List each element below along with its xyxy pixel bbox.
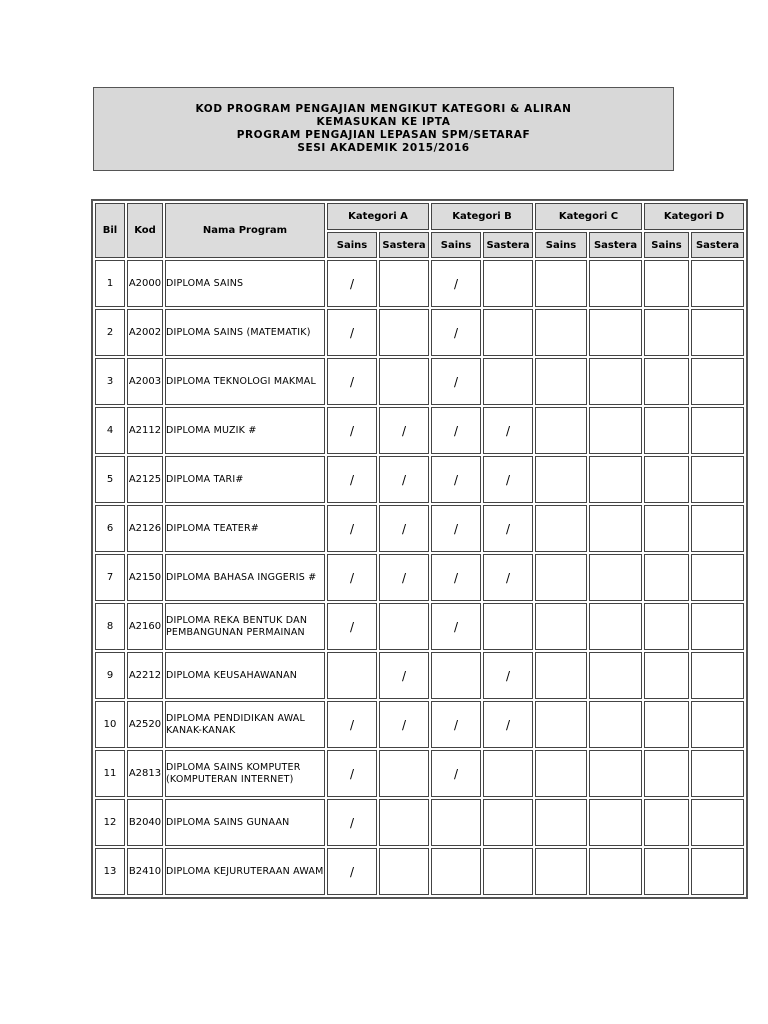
header-kategori-a: Kategori A [327, 203, 429, 230]
mark-b-sastera [483, 358, 533, 405]
mark-b-sastera: / [483, 407, 533, 454]
mark-c-sastera [589, 554, 642, 601]
table-row [95, 652, 744, 699]
row-bil: 5 [95, 456, 125, 503]
mark-b-sains [431, 848, 481, 895]
mark-d-sains [644, 260, 689, 307]
mark-a-sastera [379, 309, 429, 356]
mark-b-sastera: / [483, 652, 533, 699]
header-kategori-d: Kategori D [644, 203, 744, 230]
mark-b-sains: / [431, 505, 481, 552]
mark-c-sains [535, 554, 587, 601]
row-nama-program: DIPLOMA SAINS (MATEMATIK) [165, 309, 325, 356]
mark-c-sastera [589, 701, 642, 748]
table-row [95, 309, 744, 356]
row-nama-program: DIPLOMA SAINS GUNAAN [165, 799, 325, 846]
mark-b-sains: / [431, 260, 481, 307]
row-bil: 13 [95, 848, 125, 895]
table-body [95, 260, 744, 895]
header-bil: Bil [95, 203, 125, 258]
header-b-sastera: Sastera [483, 232, 533, 258]
row-nama-program: DIPLOMA SAINS KOMPUTER (KOMPUTERAN INTERNET) [165, 750, 325, 797]
mark-c-sains [535, 407, 587, 454]
mark-a-sastera [379, 603, 429, 650]
mark-a-sains: / [327, 456, 377, 503]
mark-a-sastera [379, 799, 429, 846]
row-nama-program: DIPLOMA TEATER# [165, 505, 325, 552]
mark-a-sains: / [327, 750, 377, 797]
row-bil: 7 [95, 554, 125, 601]
mark-a-sastera: / [379, 652, 429, 699]
row-bil: 4 [95, 407, 125, 454]
program-table [91, 199, 748, 899]
header-nama-program: Nama Program [165, 203, 325, 258]
mark-d-sastera [691, 505, 744, 552]
mark-a-sastera [379, 260, 429, 307]
mark-a-sains: / [327, 554, 377, 601]
table-row [95, 603, 744, 650]
table-row [95, 701, 744, 748]
mark-c-sains [535, 603, 587, 650]
mark-a-sastera [379, 750, 429, 797]
header-c-sains: Sains [535, 232, 587, 258]
mark-a-sastera: / [379, 554, 429, 601]
row-kod: B2410 [127, 848, 163, 895]
row-kod: A2520 [127, 701, 163, 748]
mark-a-sains: / [327, 701, 377, 748]
table-row [95, 505, 744, 552]
row-nama-program: DIPLOMA MUZIK # [165, 407, 325, 454]
mark-b-sastera [483, 309, 533, 356]
mark-c-sains [535, 309, 587, 356]
row-nama-program: DIPLOMA KEUSAHAWANAN [165, 652, 325, 699]
mark-b-sastera: / [483, 456, 533, 503]
row-bil: 1 [95, 260, 125, 307]
mark-a-sastera [379, 848, 429, 895]
mark-b-sastera: / [483, 701, 533, 748]
mark-b-sastera [483, 799, 533, 846]
mark-b-sastera: / [483, 554, 533, 601]
mark-a-sains: / [327, 260, 377, 307]
table-row [95, 407, 744, 454]
mark-c-sains [535, 848, 587, 895]
mark-b-sastera [483, 603, 533, 650]
mark-d-sastera [691, 309, 744, 356]
mark-c-sains [535, 456, 587, 503]
row-bil: 6 [95, 505, 125, 552]
title-line-2: KEMASUKAN KE IPTA [316, 116, 451, 128]
table-row [95, 750, 744, 797]
mark-c-sastera [589, 505, 642, 552]
row-kod: A2003 [127, 358, 163, 405]
mark-c-sains [535, 505, 587, 552]
mark-a-sains: / [327, 603, 377, 650]
mark-a-sastera: / [379, 407, 429, 454]
header-d-sastera: Sastera [691, 232, 744, 258]
mark-d-sains [644, 358, 689, 405]
row-kod: A2002 [127, 309, 163, 356]
mark-d-sains [644, 407, 689, 454]
mark-b-sains: / [431, 701, 481, 748]
row-kod: A2813 [127, 750, 163, 797]
row-nama-program: DIPLOMA BAHASA INGGERIS # [165, 554, 325, 601]
row-kod: A2150 [127, 554, 163, 601]
mark-a-sains: / [327, 505, 377, 552]
row-bil: 2 [95, 309, 125, 356]
header-a-sastera: Sastera [379, 232, 429, 258]
mark-a-sains: / [327, 848, 377, 895]
row-bil: 11 [95, 750, 125, 797]
mark-d-sains [644, 701, 689, 748]
mark-c-sastera [589, 407, 642, 454]
row-nama-program: DIPLOMA PENDIDIKAN AWAL KANAK-KANAK [165, 701, 325, 748]
mark-b-sains: / [431, 358, 481, 405]
mark-b-sastera: / [483, 505, 533, 552]
title-line-4: SESI AKADEMIK 2015/2016 [297, 142, 470, 154]
mark-d-sastera [691, 260, 744, 307]
mark-d-sains [644, 848, 689, 895]
row-nama-program: DIPLOMA TEKNOLOGI MAKMAL [165, 358, 325, 405]
mark-b-sastera [483, 848, 533, 895]
header-kategori-c: Kategori C [535, 203, 642, 230]
row-kod: A2000 [127, 260, 163, 307]
mark-b-sains: / [431, 554, 481, 601]
table-row [95, 260, 744, 307]
row-nama-program: DIPLOMA SAINS [165, 260, 325, 307]
row-bil: 9 [95, 652, 125, 699]
row-bil: 3 [95, 358, 125, 405]
title-line-1: KOD PROGRAM PENGAJIAN MENGIKUT KATEGORI & ALIRAN [195, 103, 572, 115]
mark-c-sastera [589, 309, 642, 356]
mark-b-sains [431, 652, 481, 699]
mark-d-sastera [691, 407, 744, 454]
header-d-sains: Sains [644, 232, 689, 258]
mark-a-sains: / [327, 407, 377, 454]
mark-b-sastera [483, 750, 533, 797]
header-c-sastera: Sastera [589, 232, 642, 258]
table-row [95, 456, 744, 503]
mark-d-sastera [691, 750, 744, 797]
table-row [95, 799, 744, 846]
mark-d-sastera [691, 603, 744, 650]
header-kategori-b: Kategori B [431, 203, 533, 230]
mark-d-sains [644, 505, 689, 552]
title-line-3: PROGRAM PENGAJIAN LEPASAN SPM/SETARAF [236, 129, 531, 141]
row-bil: 8 [95, 603, 125, 650]
table-row [95, 848, 744, 895]
mark-c-sains [535, 260, 587, 307]
mark-c-sastera [589, 358, 642, 405]
mark-c-sastera [589, 848, 642, 895]
mark-a-sains: / [327, 799, 377, 846]
mark-d-sastera [691, 652, 744, 699]
mark-a-sains [327, 652, 377, 699]
mark-c-sains [535, 358, 587, 405]
table-row [95, 358, 744, 405]
mark-b-sains: / [431, 309, 481, 356]
mark-c-sains [535, 799, 587, 846]
mark-d-sains [644, 799, 689, 846]
mark-c-sastera [589, 652, 642, 699]
row-bil: 12 [95, 799, 125, 846]
row-kod: B2040 [127, 799, 163, 846]
mark-d-sains [644, 456, 689, 503]
mark-c-sastera [589, 603, 642, 650]
row-bil: 10 [95, 701, 125, 748]
table-row [95, 554, 744, 601]
mark-b-sains: / [431, 407, 481, 454]
mark-d-sains [644, 309, 689, 356]
mark-c-sains [535, 701, 587, 748]
mark-b-sastera [483, 260, 533, 307]
row-kod: A2125 [127, 456, 163, 503]
mark-a-sains: / [327, 358, 377, 405]
mark-d-sains [644, 603, 689, 650]
mark-d-sastera [691, 554, 744, 601]
mark-a-sastera [379, 358, 429, 405]
mark-d-sains [644, 554, 689, 601]
row-kod: A2112 [127, 407, 163, 454]
mark-d-sains [644, 652, 689, 699]
mark-c-sastera [589, 456, 642, 503]
mark-a-sastera: / [379, 505, 429, 552]
header-a-sains: Sains [327, 232, 377, 258]
document-title-box [93, 87, 674, 171]
mark-b-sains: / [431, 750, 481, 797]
header-kod: Kod [127, 203, 163, 258]
mark-c-sastera [589, 750, 642, 797]
mark-b-sains: / [431, 603, 481, 650]
row-kod: A2212 [127, 652, 163, 699]
row-nama-program: DIPLOMA REKA BENTUK DAN PEMBANGUNAN PERMAINAN [165, 603, 325, 650]
header-b-sains: Sains [431, 232, 481, 258]
row-kod: A2160 [127, 603, 163, 650]
mark-d-sastera [691, 358, 744, 405]
row-nama-program: DIPLOMA TARI# [165, 456, 325, 503]
mark-d-sastera [691, 701, 744, 748]
row-nama-program: DIPLOMA KEJURUTERAAN AWAM [165, 848, 325, 895]
mark-c-sains [535, 750, 587, 797]
row-kod: A2126 [127, 505, 163, 552]
mark-a-sastera: / [379, 456, 429, 503]
mark-d-sastera [691, 848, 744, 895]
mark-a-sains: / [327, 309, 377, 356]
mark-a-sastera: / [379, 701, 429, 748]
mark-d-sains [644, 750, 689, 797]
mark-c-sastera [589, 260, 642, 307]
mark-c-sains [535, 652, 587, 699]
mark-d-sastera [691, 799, 744, 846]
mark-c-sastera [589, 799, 642, 846]
mark-b-sains: / [431, 456, 481, 503]
mark-d-sastera [691, 456, 744, 503]
mark-b-sains [431, 799, 481, 846]
